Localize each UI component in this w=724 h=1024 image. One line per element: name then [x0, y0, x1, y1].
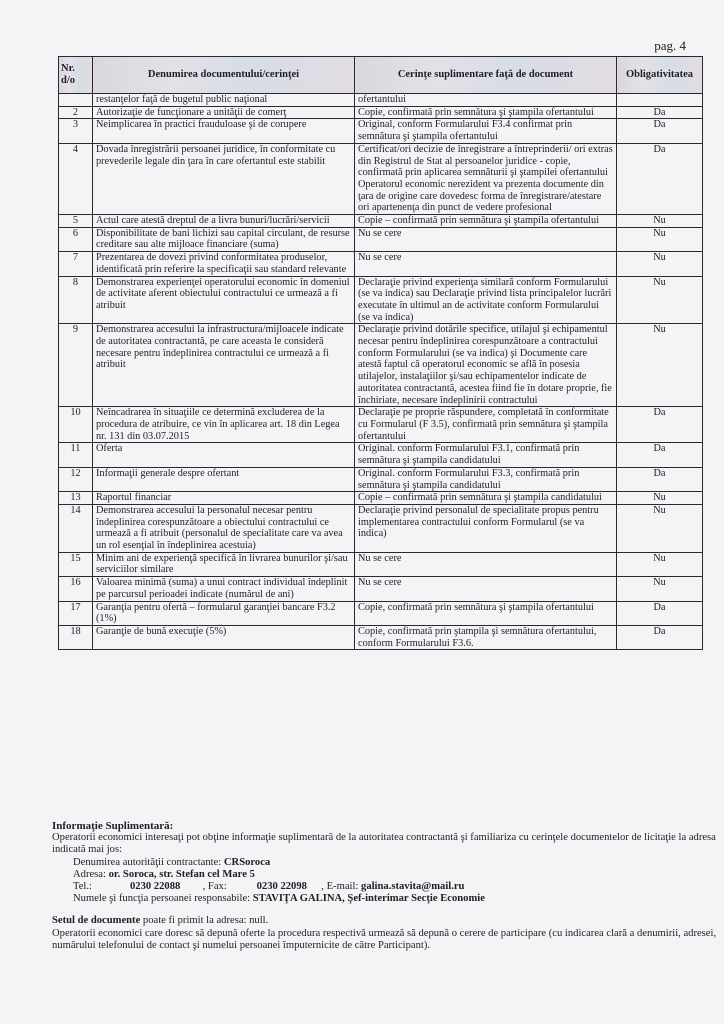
cell-requirements: Declaraţie pe proprie răspundere, completată în conformitate cu Formularul (F 3.5), confirmată prin semnătura şi ştampila ofertantului — [355, 407, 617, 443]
contact-line — [52, 881, 722, 893]
cell-nr: 18 — [59, 625, 93, 649]
table-header-row — [59, 57, 703, 94]
cell-nr: 13 — [59, 492, 93, 505]
cell-name: Minim ani de experienţă specifică în livrarea bunurilor şi/sau serviciilor similare — [93, 552, 355, 576]
fax-value: 0230 22098 — [256, 881, 307, 893]
table-row — [59, 143, 703, 214]
cell-mandatory: Nu — [617, 252, 703, 276]
cell-nr: 3 — [59, 119, 93, 143]
address-line — [52, 869, 722, 881]
cell-mandatory: Nu — [617, 276, 703, 324]
cell-name: Demonstrarea accesului la personalul necesar pentru îndeplinirea corespunzătoare a obiectului contractului ce urmează a fi atribuit (personalul de specialitate care va avea un rol esenţial în îndeplinirea acestuia) — [93, 504, 355, 552]
cell-name: Raportul financiar — [93, 492, 355, 505]
documents-set-text: poate fi primit la adresa: null. — [140, 915, 269, 927]
table-row-continuation — [59, 94, 703, 107]
cell-mandatory: Nu — [617, 552, 703, 576]
cell-nr: 5 — [59, 215, 93, 228]
additional-info-section — [52, 820, 722, 952]
cell-nr: 2 — [59, 106, 93, 119]
cell-name: Disponibilitate de bani lichizi sau capital circulant, de resurse creditare sau alte mijloace financiare (suma) — [93, 227, 355, 251]
participation-text: Operatorii economici care doresc să depună oferte la procedura respectivă urmează să depună o cerere de participare (cu indicarea clară a denumirii, adresei, numărului telefonului de contact şi numelui persoanei împuternicite de către Participant). — [52, 927, 717, 951]
cell-nr: 8 — [59, 276, 93, 324]
cell-name: Autorizaţie de funcţionare a unităţii de comerţ — [93, 106, 355, 119]
cell-nr — [59, 94, 93, 107]
cell-requirements: Original. conform Formularului F3.3, confirmată prin semnătura şi ştampila candidatului — [355, 467, 617, 491]
header-name: Denumirea documentului/cerinţei — [93, 57, 355, 94]
authority-value: CRSoroca — [223, 856, 271, 868]
tel-label: Tel.: — [73, 881, 92, 893]
table-row — [59, 119, 703, 143]
cell-requirements: Copie, confirmată prin semnătura şi ştampila ofertantului — [355, 601, 617, 625]
cell-name: Oferta — [93, 443, 355, 467]
cell-mandatory: Da — [617, 143, 703, 214]
cell-mandatory: Da — [617, 625, 703, 649]
cell-name: Dovada înregistrării persoanei juridice, în conformitate cu prevederile legale din ţara în care ofertantul este stabilit — [93, 143, 355, 214]
header-nr: Nr. d/o — [59, 57, 93, 94]
additional-info-intro: Operatorii economici interesaţi pot obţine informaţie suplimentară de la autoritatea contractantă şi familiariza cu cerinţele documentelor de licitaţie la adresa indicată mai jos: — [52, 832, 716, 856]
table-row — [59, 276, 703, 324]
cell-name: Demonstrarea accesului la infrastructura/mijloacele indicate de autoritatea contractantă, pe care aceasta le consideră necesare pentru îndeplinirea contractului ce urmează a fi atribuit — [93, 324, 355, 407]
header-requirements: Cerinţe suplimentare faţă de document — [355, 57, 617, 94]
cell-nr: 6 — [59, 227, 93, 251]
table-row — [59, 577, 703, 601]
cell-mandatory: Nu — [617, 577, 703, 601]
cell-nr: 15 — [59, 552, 93, 576]
cell-mandatory: Da — [617, 106, 703, 119]
cell-mandatory: Nu — [617, 492, 703, 505]
cell-mandatory: Da — [617, 601, 703, 625]
cell-nr: 9 — [59, 324, 93, 407]
address-label: Adresa: — [73, 868, 106, 880]
table-row — [59, 227, 703, 251]
cell-nr: 17 — [59, 601, 93, 625]
cell-name: Informaţii generale despre ofertant — [93, 467, 355, 491]
cell-requirements: Declaraţie privind dotările specifice, utilajul şi echipamentul necesar pentru îndeplinirea corespunzătoare a contractului conform Formularului (se va indica) şi Documente care atestă faptul că operatorul economic se află în posesia utilajelor, instalaţiilor şi/sau echipamentelor indicate de autoritatea contractantă, acestea fiind fie în dotare proprie, fie închiriate, necesare îndeplinirii contractului — [355, 324, 617, 407]
responsible-line — [52, 893, 722, 905]
cell-nr: 4 — [59, 143, 93, 214]
table-row — [59, 492, 703, 505]
cell-name: Prezentarea de dovezi privind conformitatea produselor, identificată prin referire la specificaţii sau standard relevante — [93, 252, 355, 276]
cell-nr: 11 — [59, 443, 93, 467]
cell-name: Actul care atestă dreptul de a livra bunuri/lucrări/servicii — [93, 215, 355, 228]
table-row — [59, 504, 703, 552]
cell-requirements: Certificat/ori decizie de înregistrare a întreprinderii/ ori extras din Registrul de Stat al persoanelor juridice - copie, confirmată prin aplicarea semnăturii şi ştampilei ofertantului Operatorul economic nerezident va prezenta documente din ţara de origine care dovedesc forma de înregistrare/atestare ori apartenenţa din punct de vedere profesional — [355, 143, 617, 214]
address-value: or. Soroca, str. Stefan cel Mare 5 — [108, 868, 255, 880]
cell-mandatory: Da — [617, 407, 703, 443]
cell-mandatory: Da — [617, 119, 703, 143]
responsible-value: STAVIŢA GALINA, Şef-interimar Secţie Economie — [252, 893, 485, 905]
cell-name: Garanţia pentru ofertă – formularul garanţiei bancare F3.2 (1%) — [93, 601, 355, 625]
authority-label: Denumirea autorităţii contractante: — [73, 856, 222, 868]
table-row — [59, 552, 703, 576]
cell-mandatory: Da — [617, 467, 703, 491]
cell-requirements: Copie – confirmată prin semnătura şi ştampila candidatului — [355, 492, 617, 505]
cell-requirements: Copie – confirmată prin semnătura şi ştampila ofertantului — [355, 215, 617, 228]
authority-line — [52, 857, 722, 869]
cell-mandatory: Nu — [617, 227, 703, 251]
documents-set-line — [52, 915, 722, 927]
table-row — [59, 215, 703, 228]
requirements-table — [58, 56, 703, 650]
cell-mandatory: Nu — [617, 215, 703, 228]
cell-requirements: Declaraţie privind personalul de specialitate propus pentru implementarea contractului conform Formularul (se va indica) — [355, 504, 617, 552]
responsible-label: Numele şi funcţia persoanei responsabile: — [73, 893, 251, 905]
table-row — [59, 324, 703, 407]
page-number: pag. 4 — [654, 38, 686, 53]
cell-nr: 7 — [59, 252, 93, 276]
cell-requirements: Original, conform Formularului F3.4 confirmat prin semnătura şi ştampila ofertantului — [355, 119, 617, 143]
cell-requirements: Copie, confirmată prin ştampila şi semnătura ofertantului, conform Formularului F3.6. — [355, 625, 617, 649]
table-row — [59, 443, 703, 467]
table-row — [59, 601, 703, 625]
table-row — [59, 252, 703, 276]
cell-requirements: Original. conform Formularului F3.1, confirmată prin semnătura şi ştampila candidatului — [355, 443, 617, 467]
table-row — [59, 625, 703, 649]
tel-value: 0230 22088 — [129, 881, 181, 893]
table-row — [59, 467, 703, 491]
cell-name: Neîncadrarea în situaţiile ce determină excluderea de la procedura de atribuire, ce vin în aplicarea art. 18 din Legea nr. 131 din 03.07.2015 — [93, 407, 355, 443]
cell-requirements: Nu se cere — [355, 252, 617, 276]
cell-name: Garanţie de bună execuţie (5%) — [93, 625, 355, 649]
cell-requirements: Declaraţie privind experienţa similară conform Formularului (se va indica) sau Declaraţie privind lista principalelor lucrări executate în ultimul an de activitate conform Formularului (se va indica) — [355, 276, 617, 324]
cell-name: restanţelor faţă de bugetul public naţional — [93, 94, 355, 107]
table-row — [59, 407, 703, 443]
cell-nr: 16 — [59, 577, 93, 601]
email-label: , E-mail: — [321, 881, 359, 893]
table-row — [59, 106, 703, 119]
cell-nr: 10 — [59, 407, 93, 443]
documents-set-label: Setul de documente — [52, 915, 141, 927]
cell-requirements: Copie, confirmată prin semnătura şi ştampila ofertantului — [355, 106, 617, 119]
fax-label: , Fax: — [202, 881, 227, 893]
cell-name: Neimplicarea în practici frauduloase şi de corupere — [93, 119, 355, 143]
cell-nr: 12 — [59, 467, 93, 491]
cell-requirements: Nu se cere — [355, 227, 617, 251]
cell-mandatory: Nu — [617, 504, 703, 552]
cell-name: Valoarea minimă (suma) a unui contract individual îndeplinit pe parcursul perioadei indicate (numărul de ani) — [93, 577, 355, 601]
cell-requirements: Nu se cere — [355, 552, 617, 576]
cell-mandatory: Nu — [617, 324, 703, 407]
cell-requirements: Nu se cere — [355, 577, 617, 601]
header-mandatory: Obligativitatea — [617, 57, 703, 94]
cell-mandatory — [617, 94, 703, 107]
cell-name: Demonstrarea experienţei operatorului economic în domeniul de activitate aferent obiectului contractului ce urmează a fi atribuit — [93, 276, 355, 324]
cell-mandatory: Da — [617, 443, 703, 467]
email-value[interactable]: galina.stavita@mail.ru — [361, 881, 465, 893]
additional-info-heading: Informaţie Suplimentară: — [52, 820, 174, 832]
cell-requirements: ofertantului — [355, 94, 617, 107]
cell-nr: 14 — [59, 504, 93, 552]
